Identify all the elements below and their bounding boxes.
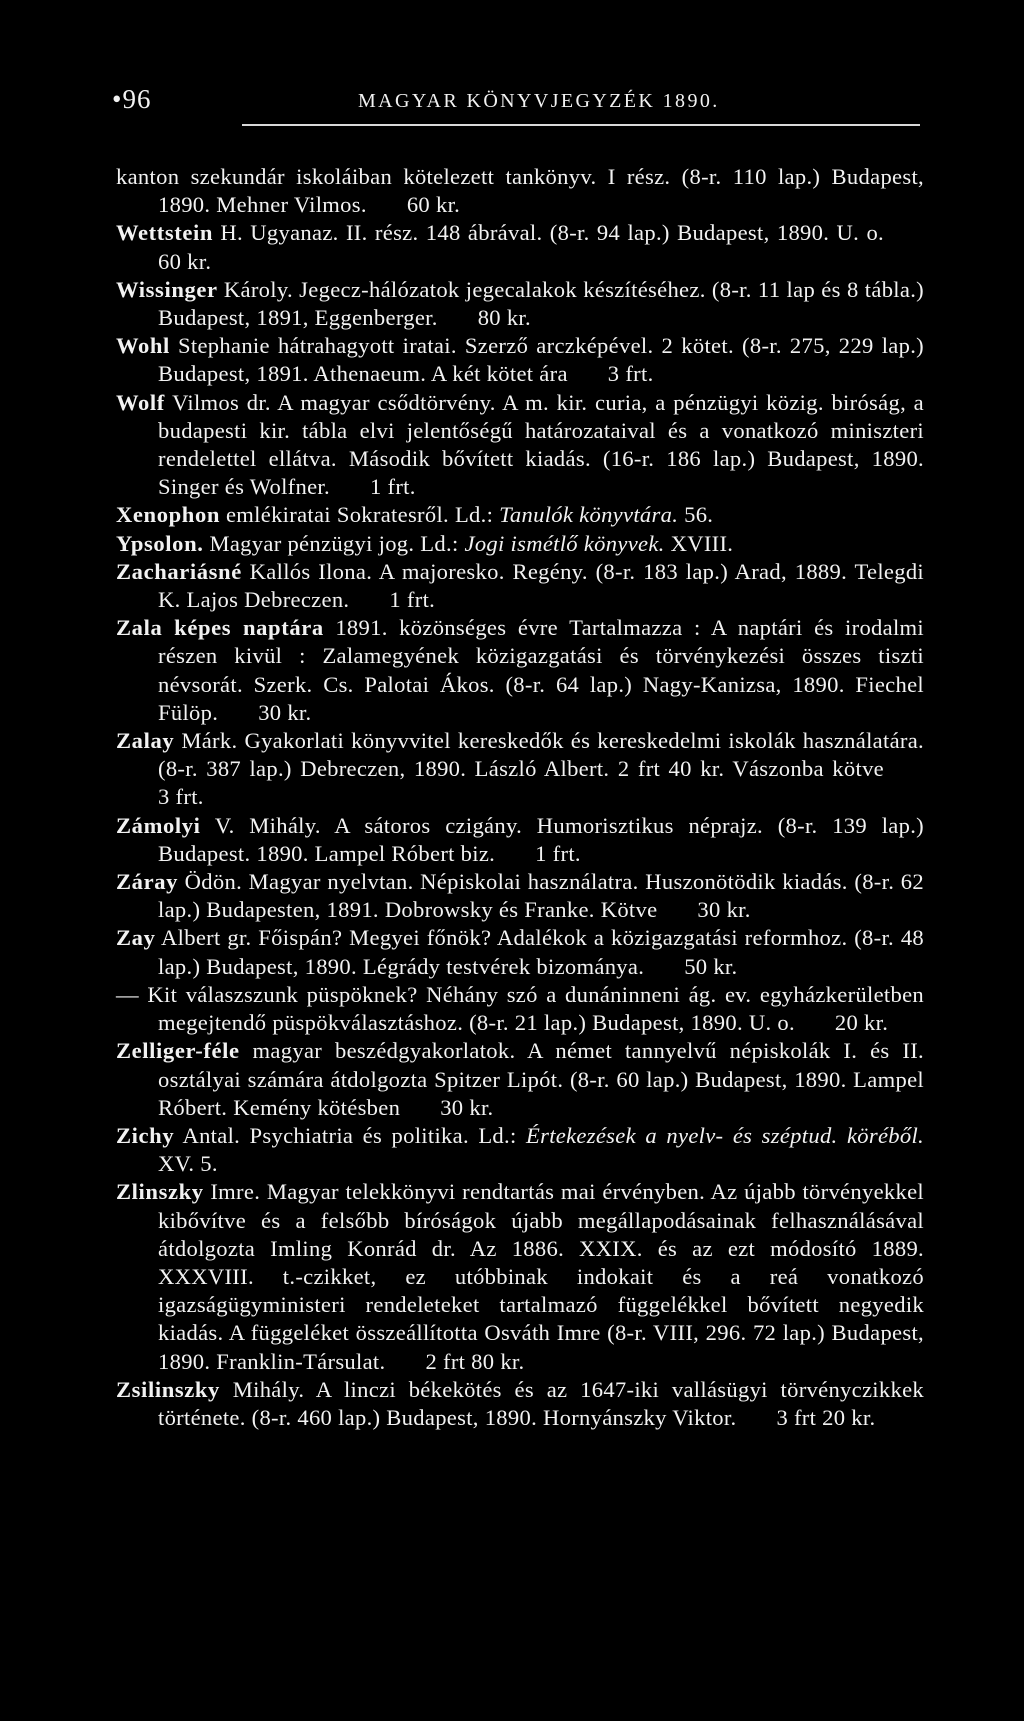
entry-reference: Értekezések a nyelv- és széptud. köréből.	[526, 1122, 925, 1148]
catalog-entry	[116, 276, 924, 332]
entry-author: Zalay	[116, 728, 175, 754]
catalog-entry	[116, 530, 924, 558]
page-header	[112, 84, 922, 118]
catalog-entry	[116, 924, 924, 980]
catalog-entry	[116, 981, 924, 1037]
entry-price: 50 kr.	[684, 953, 738, 979]
page-number: •96	[112, 84, 152, 114]
entry-text: Ödön. Magyar nyelvtan. Népiskolai használatra. Huszonötödik kiadás. (8-r. 62 lap.) Budapesten, 1891. Dobrowsky és Franke. Kötve	[158, 869, 924, 923]
entry-reference-number: XV. 5.	[158, 1151, 218, 1177]
entry-text: Magyar pénzügyi jog. Ld.:	[209, 530, 459, 556]
catalog-entry	[116, 501, 924, 529]
catalog-entry	[116, 812, 924, 868]
entry-price: 30 kr.	[697, 897, 751, 923]
entry-price: 1 frt.	[369, 474, 416, 500]
entry-price: 1 frt.	[389, 587, 436, 613]
entry-text: Mihály. A linczi békekötés és az 1647-iki vallásügyi törvényczikkek története. (8-r. 460 lap.) Budapest, 1890. Hornyánszky Viktor.	[158, 1376, 924, 1430]
entry-author: Wettstein	[116, 220, 214, 246]
entry-text: Vilmos dr. A magyar csődtörvény. A m. kir. curia, a pénzügyi közig. biróság, a budapesti kir. tábla elvi jelentőségű határozataival és a vonatkozó miniszteri rendelettel ellátva. Második bővített kiadás. (16-r. 186 lap.) Budapest, 1890. Singer és Wolfner.	[158, 389, 925, 500]
catalog-entry	[116, 1178, 924, 1375]
catalog-entry	[116, 1037, 924, 1122]
entry-author: Wohl	[116, 333, 170, 359]
entry-price: 30 kr.	[258, 699, 312, 725]
catalog-entry	[116, 332, 924, 388]
entry-author: Zala képes naptára	[116, 615, 324, 641]
catalog-entry	[116, 614, 924, 727]
entry-text: Kallós Ilona. A majoresko. Regény. (8-r. 183 lap.) Arad, 1889. Telegdi K. Lajos Debreczen.	[158, 558, 924, 613]
entry-text: Albert gr. Főispán? Megyei főnök? Adalékok a közigazgatási reformhoz. (8-r. 48 lap.) Budapest, 1890. Légrády testvérek bizománya.	[158, 925, 925, 979]
catalog-entry	[116, 558, 924, 614]
entry-author: Ypsolon.	[116, 530, 204, 556]
entry-author: Záray	[116, 869, 178, 895]
entry-price: 1 frt.	[535, 840, 581, 866]
entry-price: 3 frt.	[607, 361, 654, 387]
catalog-entry	[116, 219, 924, 275]
entry-text: emlékiratai Sokratesről. Ld.:	[225, 502, 494, 528]
entry-text: Imre. Magyar telekkönyvi rendtartás mai érvényben. Az újabb törvényekkel kibővítve és a felsőbb bíróságok újabb megállapodásainak felhasználásával átdolgozta Imling Konrád dr. Az 1886. XXIX. és az ezt módosító 1889. XXXVIII. t.-czikket, ez utóbbinak indokait és a reá vonatkozó igazságügyministeri rendeleteket tartalmazó függelékkel bővített negyedik kiadás. A függeléket összeállította Osváth Imre (8-r. VIII, 296. 72 lap.) Budapest, 1890. Franklin-Társulat.	[158, 1179, 925, 1374]
entry-author: Wissinger	[116, 276, 218, 302]
entry-text: H. Ugyanaz. II. rész. 148 ábrával. (8-r. 94 lap.) Budapest, 1890. U. o.	[220, 220, 885, 246]
catalog-entry	[116, 389, 924, 502]
entry-text: Stephanie hátrahagyott iratai. Szerző arczképével. 2 kötet. (8-r. 275, 229 lap.) Budapest, 1891. Athenaeum. A két kötet ára	[158, 333, 925, 387]
entry-author: Zachariásné	[116, 558, 242, 584]
header-rule	[242, 124, 920, 126]
entry-price: 2 frt 80 kr.	[425, 1348, 525, 1374]
catalog-entry	[116, 727, 924, 812]
entry-price: 80 kr.	[477, 305, 531, 331]
entry-price: 60 kr.	[406, 192, 461, 218]
entry-author: Zsilinszky	[116, 1376, 220, 1402]
entry-text: Márk. Gyakorlati könyvvitel kereskedők és kereskedelmi iskolák használatára. (8-r. 387 lap.) Debreczen, 1890. László Albert. 2 frt 40 kr. Vászonba kötve	[158, 728, 924, 782]
entry-reference: Jogi ismétlő könyvek.	[464, 530, 665, 556]
entry-author: Xenophon	[116, 502, 221, 528]
entry-reference: Tanulók könyvtára.	[499, 502, 679, 528]
entry-text: — Kit válaszszunk püspöknek? Néhány szó a dunáninneni ág. ev. egyházkerületben megejtendő püspökválasztáshoz. (8-r. 21 lap.) Budapest, 1890. U. o.	[116, 981, 924, 1036]
entry-list	[116, 163, 924, 1432]
entry-text: Károly. Jegecz-hálózatok jegecalakok készítéséhez. (8-r. 11 lap és 8 tábla.) Budapest, 1891, Eggenberger.	[158, 276, 924, 331]
catalog-entry	[116, 1376, 924, 1432]
entry-author: Wolf	[116, 389, 165, 415]
entry-text: 1891. közönséges évre Tartalmazza : A naptári és irodalmi részen kivül : Zalamegyének közigazgatási és törvénykezési összes tiszti névsorát. Szerk. Cs. Palotai Ákos. (8-r. 64 lap.) Nagy-Kanizsa, 1890. Fiechel Fülöp.	[158, 615, 924, 725]
entry-price: 20 kr.	[834, 1010, 889, 1036]
entry-author: Zay	[116, 925, 156, 951]
entry-author: Zichy	[116, 1122, 175, 1148]
entry-price: 3 frt.	[158, 784, 204, 810]
entry-text: V. Mihály. A sátoros czigány. Humorisztikus néprajz. (8-r. 139 lap.) Budapest. 1890. Lampel Róbert biz.	[158, 812, 924, 866]
entry-reference-number: 56.	[684, 502, 714, 528]
entry-author: Zlinszky	[116, 1179, 204, 1205]
entry-author: Zámolyi	[116, 812, 201, 838]
entry-text: kanton szekundár iskoláiban kötelezett tankönyv. I rész. (8-r. 110 lap.) Budapest, 1890. Mehner Vilmos.	[116, 164, 924, 218]
entry-author: Zelliger-féle	[116, 1038, 240, 1064]
catalog-entry	[116, 868, 924, 924]
entry-price: 3 frt 20 kr.	[776, 1404, 876, 1430]
catalog-entry	[116, 1122, 924, 1178]
entry-text: Antal. Psychiatria és politika. Ld.:	[182, 1122, 517, 1148]
entry-price: 30 kr.	[440, 1094, 494, 1120]
catalog-entry	[116, 163, 924, 219]
running-title: MAGYAR KÖNYVJEGYZÉK 1890.	[358, 90, 720, 112]
entry-price: 60 kr.	[158, 248, 212, 274]
entry-reference-number: XVIII.	[670, 530, 734, 556]
entry-text: magyar beszédgyakorlatok. A német tannyelvű népiskolák I. és II. osztályai számára átdolgozta Spitzer Lipót. (8-r. 60 lap.) Budapest, 1890. Lampel Róbert. Kemény kötésben	[158, 1038, 925, 1120]
